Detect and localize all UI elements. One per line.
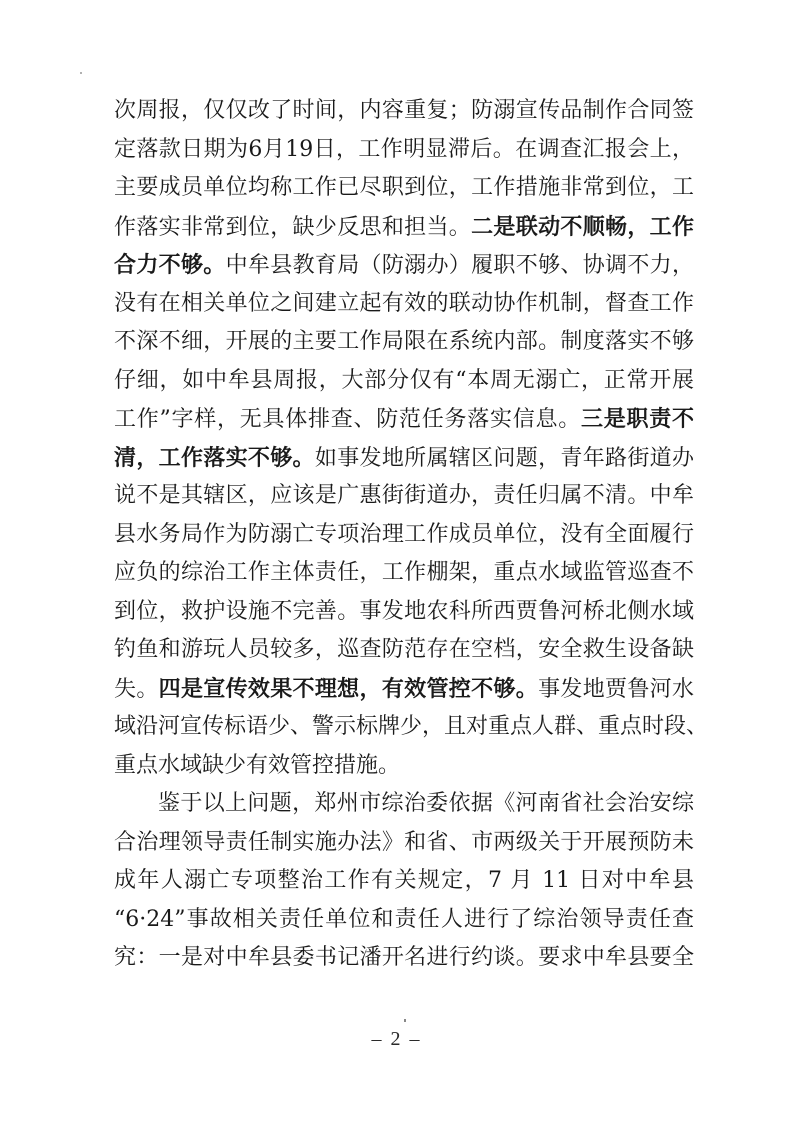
bold-text-run: 三是职责不 (581, 406, 694, 432)
text-line (114, 670, 694, 709)
text-run: 作落实非常到位，缺少反思和担当。 (114, 214, 472, 240)
text-line: 合治理领导责任制实施办法》和省、市两级关于开展预防未 (114, 829, 694, 855)
text-run: 事发地贾鲁河水 (538, 676, 694, 702)
bold-text-run: 四是宣传效果不理想，有效管控不够。 (158, 675, 539, 702)
text-line: 次周报，仅仅改了时间，内容重复；防溺宣传品制作合同签 (114, 98, 694, 123)
text-line (114, 400, 694, 439)
text-line: 定落款日期为6月19日，工作明显滞后。在调查汇报会上， (114, 136, 694, 162)
body-text (114, 92, 709, 978)
text-line: 县水务局作为防溺亡专项治理工作成员单位，没有全面履行 (114, 521, 694, 547)
page-number: – 2 – (371, 1028, 422, 1050)
text-line: 仔细，如中牟县周报，大部分仅有“本周无溺亡，正常开展 (114, 367, 694, 393)
text-line: “6·24”事故相关责任单位和责任人进行了综治领导责任查 (114, 906, 694, 932)
text-line (114, 246, 694, 285)
scan-speck (80, 72, 82, 74)
text-run: 工作”字样，无具体排查、防范任务落实信息。 (114, 407, 581, 432)
bold-text-run: 清，工作落实不够。 (114, 444, 315, 471)
text-line: 不深不细，开展的主要工作局限在系统内部。制度落实不够 (114, 329, 694, 354)
text-line: 应负的综治工作主体责任，工作棚架，重点水域监管巡查不 (114, 560, 694, 585)
text-run: 如事发地所属辖区问题，青年路街道办 (314, 445, 694, 471)
text-line: 究：一是对中牟县委书记潘开名进行约谈。要求中牟县要全 (114, 945, 694, 970)
text-line: 域沿河宣传标语少、警示标牌少，且对重点人群、重点时段、 (114, 714, 709, 739)
text-line (114, 439, 694, 478)
text-line: 主要成员单位均称工作已尽职到位，工作措施非常到位，工 (114, 175, 694, 200)
text-line: 重点水域缺少有效管控措施。 (114, 752, 401, 778)
scan-speck (404, 1019, 406, 1022)
text-run: 失。 (114, 676, 159, 702)
bold-text-run: 二是联动不顺畅，工作 (471, 213, 694, 240)
text-run: 中牟县教育局（防溺办）履职不够、协调不力， (225, 253, 694, 278)
text-line: 说不是其辖区，应该是广惠街街道办，责任归属不清。中牟 (114, 483, 694, 508)
text-line: 没有在相关单位之间建立起有效的联动协作机制，督查工作 (114, 290, 694, 316)
bold-text-run: 合力不够。 (114, 252, 226, 278)
text-line: 鉴于以上问题，郑州市综治委依据《河南省社会治安综 (158, 791, 694, 816)
text-line: 钓鱼和游玩人员较多，巡查防范存在空档，安全救生设备缺 (114, 637, 694, 662)
text-line (114, 208, 694, 247)
text-line: 到位，救护设施不完善。事发地农科所西贾鲁河桥北侧水域 (114, 598, 694, 624)
text-line: 成年人溺亡专项整治工作有关规定，7 月 11 日对中牟县 (114, 868, 694, 893)
